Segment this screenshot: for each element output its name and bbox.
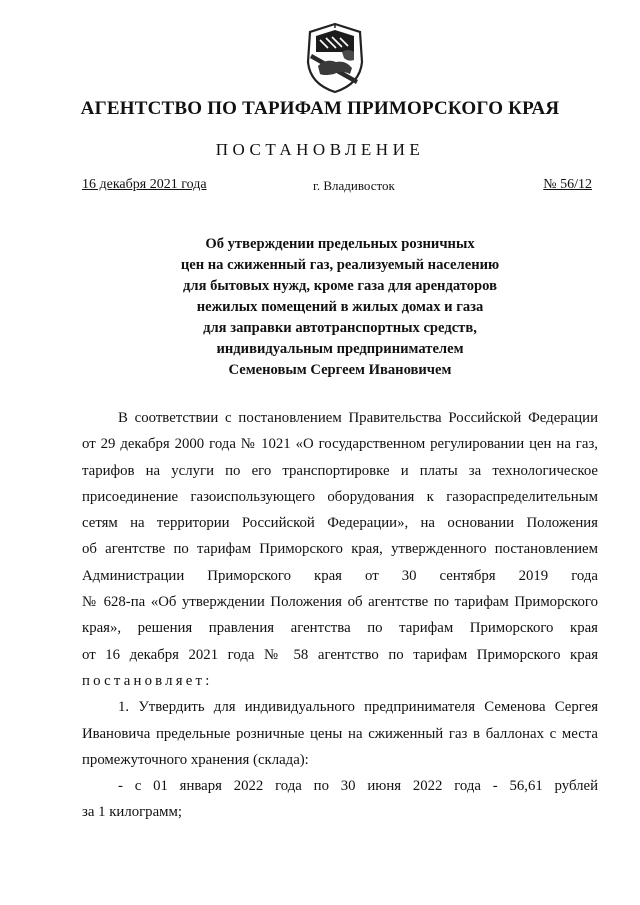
body-line: сетям на территории Российской Федерации», на основании Положения — [82, 515, 598, 532]
item-1-price-line: - с 01 января 2022 года по 30 июня 2022 года - 56,61 рублей — [118, 778, 598, 795]
title-line: цен на сжиженный газ, реализуемый населению — [180, 257, 500, 273]
body-line: края», решения правления агентства по тарифам Приморского края — [82, 620, 598, 637]
item-1-line: 1. Утвердить для индивидуального предпринимателя Семенова Сергея — [118, 699, 598, 716]
document-type: ПОСТАНОВЛЕНИЕ — [215, 140, 425, 159]
agency-name: АГЕНТСТВО ПО ТАРИФАМ ПРИМОРСКОГО КРАЯ — [80, 98, 560, 119]
coat-of-arms-icon — [302, 22, 368, 94]
decree-word: постановляет: — [82, 672, 213, 689]
document-number: № 56/12 — [543, 177, 592, 192]
title-line: Об утверждении предельных розничных — [205, 236, 475, 252]
item-1-price-line: за 1 килограмм; — [82, 804, 182, 821]
title-line: индивидуальным предпринимателем — [216, 341, 464, 357]
title-line: для заправки автотранспортных средств, — [203, 320, 477, 336]
body-line: об агентстве по тарифам Приморского края, утвержденного постановлением — [82, 541, 598, 558]
item-1-line: Ивановича предельные розничные цены на сжиженный газ в баллонах с места — [82, 725, 598, 742]
body-line: В соответствии с постановлением Правительства Российской Федерации — [118, 410, 598, 426]
body-line: тарифов на услуги по его транспортировке и платы за технологическое — [82, 462, 598, 479]
body-line: от 29 декабря 2000 года № 1021 «О государственном регулировании цен на газ, — [82, 436, 598, 453]
item-1-line: промежуточного хранения (склада): — [82, 751, 309, 768]
title-line: для бытовых нужд, кроме газа для арендаторов — [183, 278, 497, 294]
body-line: присоединение газоиспользующего оборудования к газораспределительным — [82, 488, 598, 505]
document-date: 16 декабря 2021 года — [82, 177, 207, 192]
body-line: № 628-па «Об утверждении Положения об агентстве по тарифам Приморского — [82, 594, 598, 611]
document-body — [82, 405, 598, 826]
document-city: г. Владивосток — [313, 178, 395, 193]
body-line: от 16 декабря 2021 года № 58 агентство по тарифам Приморского края — [82, 646, 598, 663]
title-line: Семеновым Сергеем Ивановичем — [228, 362, 452, 378]
document-title — [120, 234, 560, 381]
body-line: Администрации Приморского края от 30 сентября 2019 года — [82, 567, 598, 584]
title-line: нежилых помещений в жилых домах и газа — [196, 299, 484, 315]
